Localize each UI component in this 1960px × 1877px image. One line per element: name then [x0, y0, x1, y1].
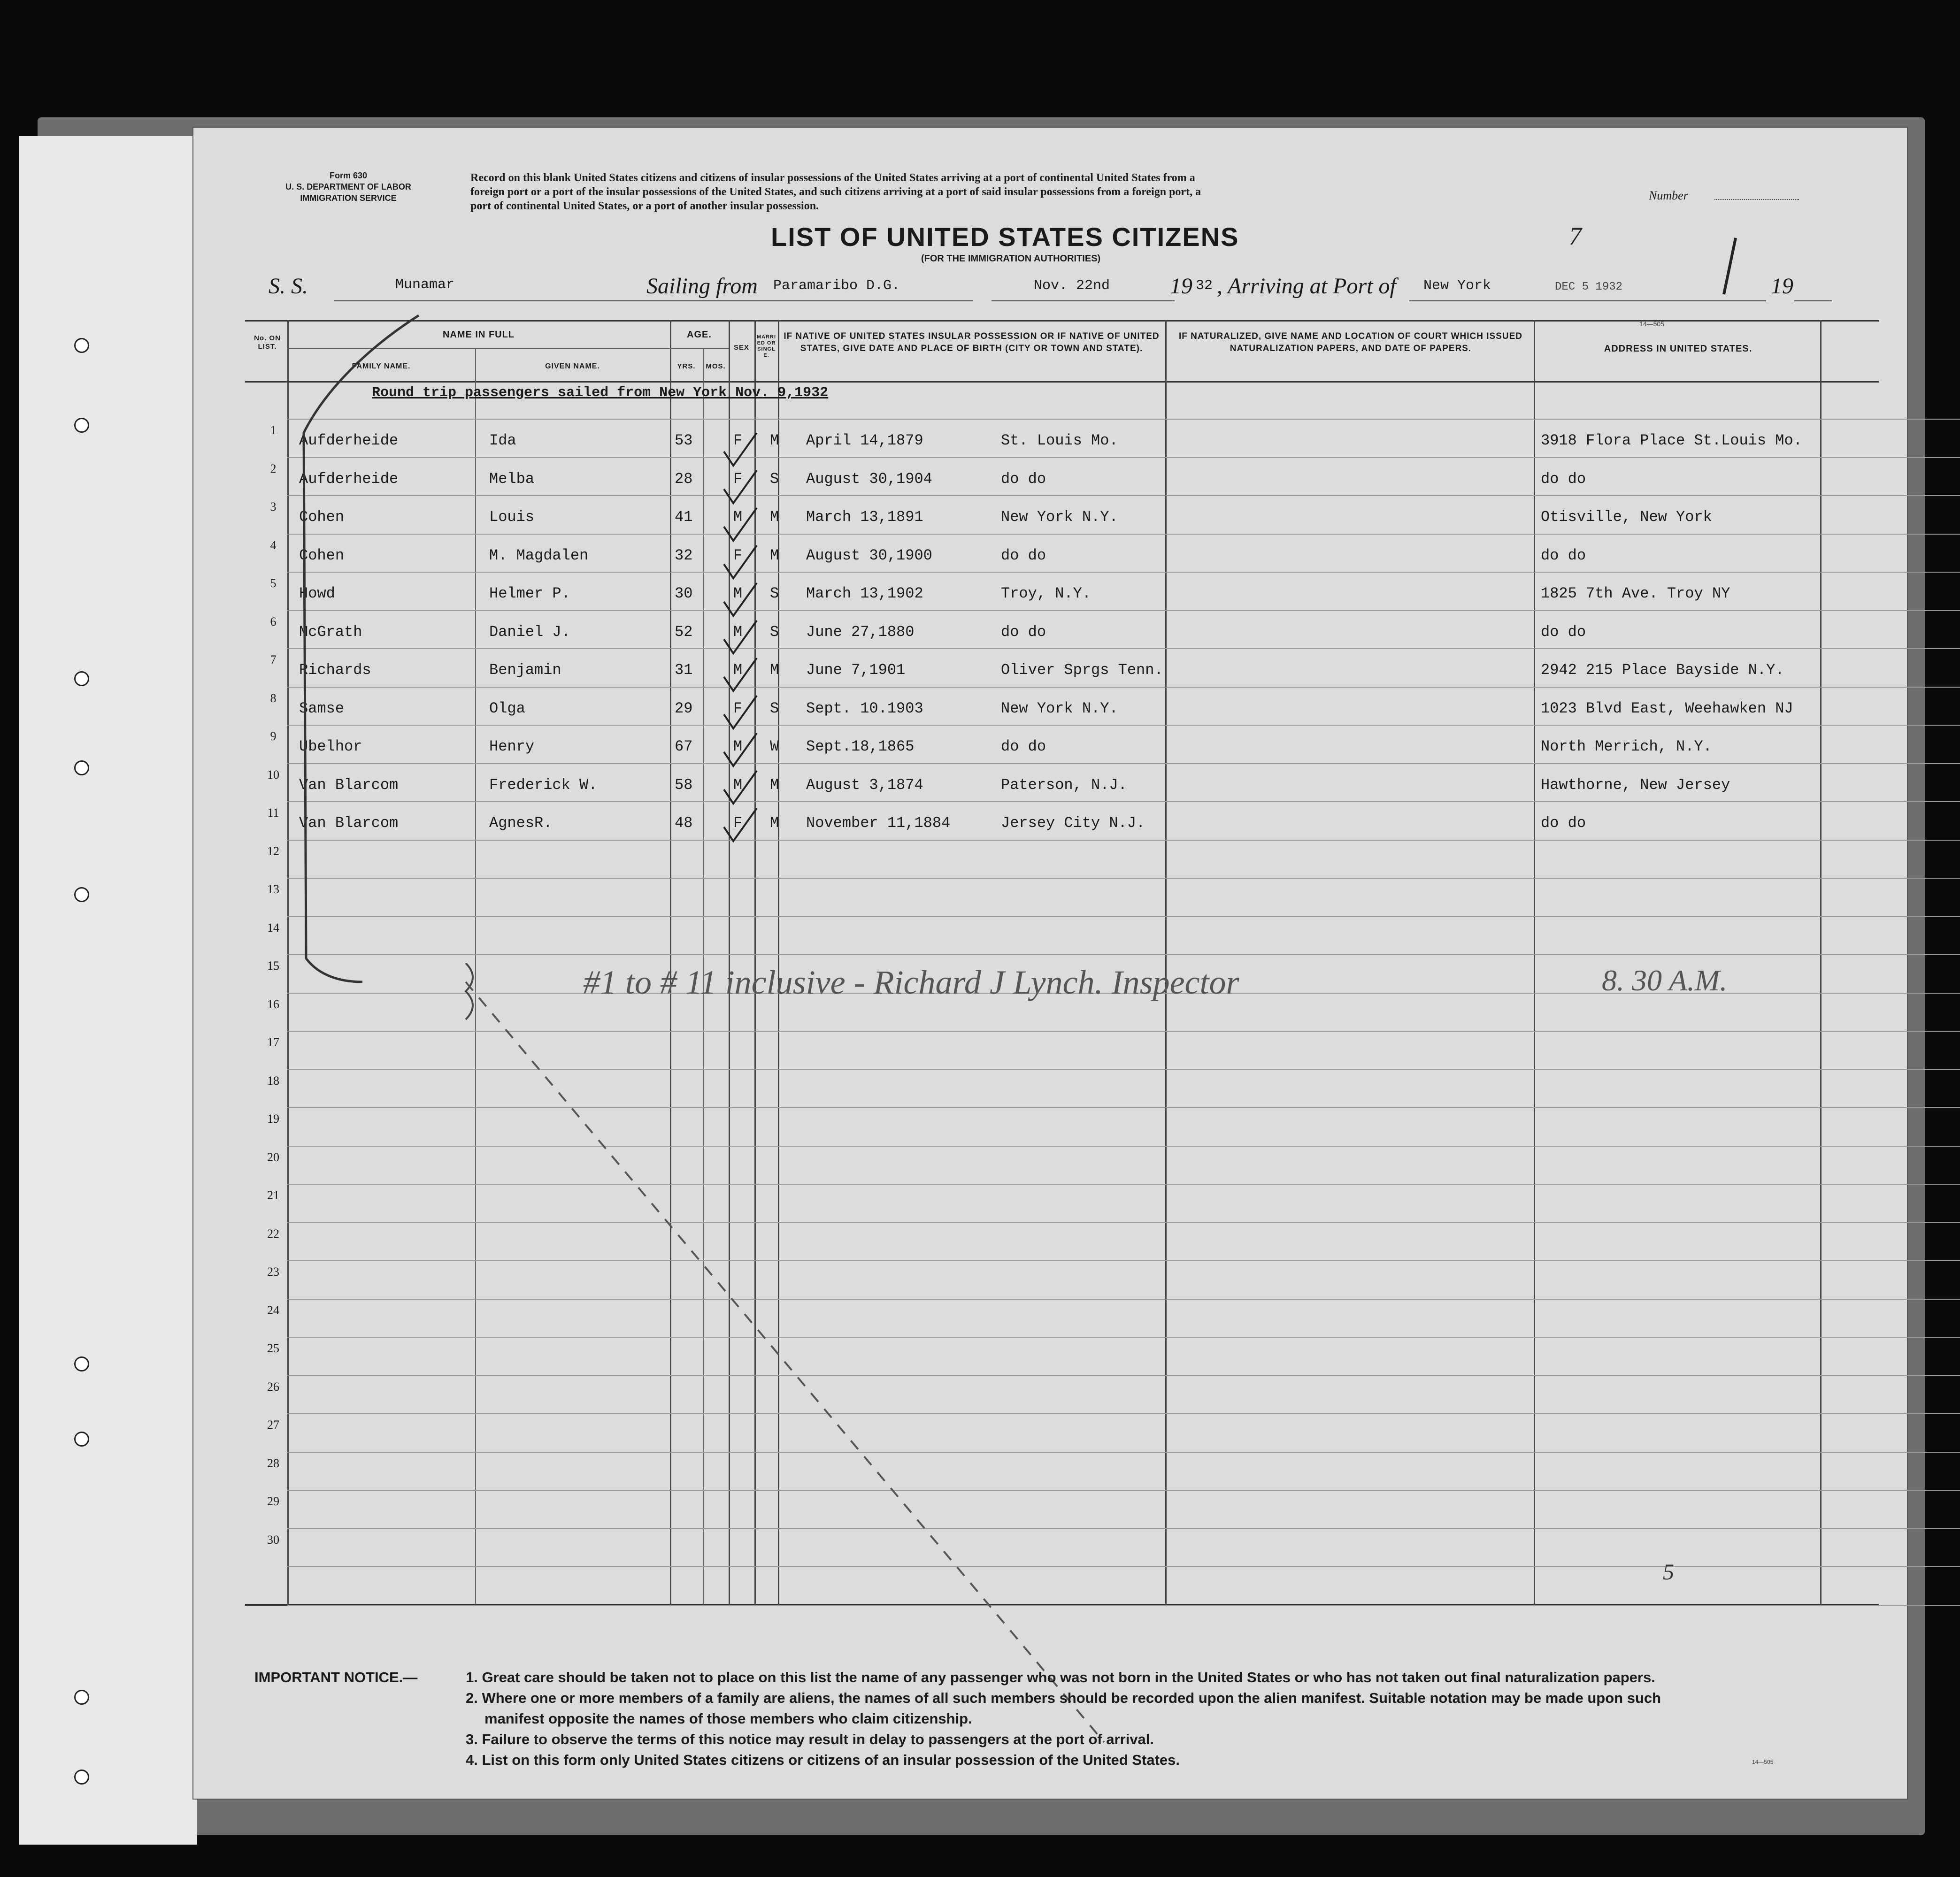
- cell-given: Helmer P.: [489, 585, 570, 602]
- sailing-year: 32: [1196, 278, 1213, 294]
- manifest-sheet: [192, 127, 1908, 1800]
- inspector-note: #1 to # 11 inclusive - Richard J Lynch. Inspector: [583, 964, 1239, 1001]
- instruction-line: Record on this blank United States citizens and citizens of insular possessions of the United States arriving at a port of continental United States from a: [470, 172, 1195, 184]
- page-mark: 7: [1569, 222, 1582, 250]
- header-married: MARRIED OR SINGLE.: [756, 334, 776, 358]
- header-name-in-full: NAME IN FULL: [442, 329, 515, 340]
- sailing-label: Sailing from: [646, 274, 758, 299]
- cell-given: Henry: [489, 738, 535, 755]
- form-id-block: [254, 170, 442, 204]
- number-blank: [1714, 199, 1799, 200]
- ship-name: Munamar: [395, 277, 455, 293]
- date-underline: [992, 300, 1175, 301]
- row-number: 27: [267, 1418, 279, 1432]
- cell-birth-date: June 27,1880: [806, 623, 915, 641]
- cell-no: 10: [267, 767, 279, 781]
- punch-hole: [74, 1356, 89, 1371]
- port-underline: [1409, 300, 1766, 301]
- cell-no: 9: [270, 729, 277, 743]
- punch-hole: [74, 1690, 89, 1705]
- cell-family: Cohen: [299, 508, 345, 526]
- cell-address: 2942 215 Place Bayside N.Y.: [1541, 661, 1784, 679]
- notice-item-1: 1. Great care should be taken not to place on this list the name of any passenger who was not born in the United States or who has not taken out final naturalization papers.: [466, 1669, 1655, 1685]
- cell-sex: M: [733, 508, 743, 526]
- cell-address: North Merrich, N.Y.: [1541, 738, 1712, 755]
- cell-birth-place: Troy, N.Y.: [1001, 585, 1091, 602]
- cell-yrs: 32: [675, 546, 693, 564]
- header-age: AGE.: [687, 329, 712, 340]
- row-number: 28: [267, 1456, 279, 1470]
- cell-address: do do: [1541, 470, 1586, 488]
- row-number: 25: [267, 1341, 279, 1355]
- cell-birth-date: Sept. 10.1903: [806, 699, 923, 717]
- cell-yrs: 28: [675, 470, 693, 488]
- cell-birth-place: Jersey City N.J.: [1001, 814, 1145, 832]
- cell-birth-place: do do: [1001, 623, 1046, 641]
- cell-family: Van Blarcom: [299, 814, 399, 832]
- cell-address: do do: [1541, 623, 1586, 641]
- cell-ms: M: [770, 776, 779, 794]
- row-number: 15: [267, 959, 279, 973]
- cell-yrs: 31: [675, 661, 693, 679]
- cell-sex: M: [733, 623, 743, 641]
- cell-sex: M: [733, 585, 743, 602]
- row-number: 20: [267, 1150, 279, 1164]
- header-mos: MOS.: [706, 362, 726, 370]
- cell-ms: M: [770, 661, 779, 679]
- cell-family: Howd: [299, 585, 335, 602]
- punch-hole: [74, 1770, 89, 1785]
- header-yrs: YRS.: [677, 362, 696, 370]
- cell-address: 1825 7th Ave. Troy NY: [1541, 585, 1730, 602]
- cell-given: M. Magdalen: [489, 546, 589, 564]
- notice-item-4: 4. List on this form only United States citizens or citizens of an insular possession of the United States.: [466, 1752, 1180, 1768]
- col-divider: [1534, 320, 1535, 1604]
- page-title: LIST OF UNITED STATES CITIZENS: [771, 222, 1239, 252]
- row-rule: [287, 457, 1960, 458]
- cell-family: Van Blarcom: [299, 776, 399, 794]
- row-rule: [287, 610, 1960, 611]
- cell-no: 2: [270, 461, 277, 475]
- row-rule: [287, 725, 1960, 726]
- row-rule: [287, 878, 1960, 879]
- row-number: 18: [267, 1073, 279, 1088]
- cell-given: Ida: [489, 432, 516, 449]
- cell-given: Frederick W.: [489, 776, 598, 794]
- punch-hole: [74, 760, 89, 775]
- cell-address: do do: [1541, 546, 1586, 564]
- cell-given: Melba: [489, 470, 535, 488]
- cell-family: McGrath: [299, 623, 362, 641]
- cell-ms: S: [770, 470, 779, 488]
- form-department: U. S. DEPARTMENT OF LABOR: [285, 182, 411, 192]
- cell-address: 3918 Flora Place St.Louis Mo.: [1541, 432, 1802, 449]
- row-number: 16: [267, 997, 279, 1011]
- punch-hole: [74, 338, 89, 353]
- cell-yrs: 67: [675, 738, 693, 755]
- cell-given: Louis: [489, 508, 535, 526]
- row-number: 17: [267, 1035, 279, 1049]
- sailing-from: Paramaribo D.G.: [773, 278, 900, 294]
- row-rule: [287, 801, 1960, 802]
- cell-birth-place: St. Louis Mo.: [1001, 432, 1118, 449]
- cell-given: Benjamin: [489, 661, 561, 679]
- ss-label: S. S.: [269, 274, 308, 299]
- row-number: 29: [267, 1494, 279, 1508]
- cell-birth-date: August 3,1874: [806, 776, 923, 794]
- punch-hole: [74, 671, 89, 686]
- row-rule: [287, 495, 1960, 496]
- checkmarks: [715, 433, 785, 973]
- cell-birth-date: August 30,1904: [806, 470, 932, 488]
- cell-no: 11: [267, 806, 279, 820]
- row-number: 13: [267, 882, 279, 896]
- notice-item-2-cont: manifest opposite the names of those members who claim citizenship.: [484, 1710, 972, 1727]
- arriving-label: , Arriving at Port of: [1217, 274, 1396, 299]
- cell-family: Aufderheide: [299, 432, 399, 449]
- header-bottom-line: [245, 381, 1879, 383]
- header-given: GIVEN NAME.: [545, 362, 600, 370]
- from-underline: [771, 300, 973, 301]
- voyage-line: [193, 273, 1907, 306]
- cell-address: Otisville, New York: [1541, 508, 1712, 526]
- cell-birth-date: June 7,1901: [806, 661, 906, 679]
- cell-address: do do: [1541, 814, 1586, 832]
- cell-sex: F: [733, 432, 743, 449]
- cell-yrs: 52: [675, 623, 693, 641]
- arrival-port: New York: [1423, 278, 1491, 294]
- row-rule: [287, 419, 1960, 420]
- header-address: ADDRESS IN UNITED STATES.: [1604, 344, 1752, 354]
- notice-item-2: 2. Where one or more members of a family are aliens, the names of all such members should be recorded upon the alien manifest. Suitable notation may be made upon such: [466, 1690, 1661, 1706]
- wavy-cancel-line: [456, 963, 1348, 1761]
- header-native: IF NATIVE OF UNITED STATES INSULAR POSSESSION OR IF NATIVE OF UNITED STATES, GIVE DATE AND PLACE OF BIRTH (CITY OR TOWN AND STATE).: [784, 331, 1160, 353]
- cell-birth-place: New York N.Y.: [1001, 699, 1118, 717]
- cell-ms: M: [770, 432, 779, 449]
- cell-no: 4: [270, 538, 277, 552]
- arrival-year: 19: [1771, 274, 1793, 299]
- cell-sex: M: [733, 738, 743, 755]
- cell-birth-date: April 14,1879: [806, 432, 923, 449]
- cell-birth-date: November 11,1884: [806, 814, 951, 832]
- binding-strip: [19, 136, 197, 1845]
- cell-no: 6: [270, 614, 277, 628]
- col-divider: [1820, 320, 1822, 1604]
- cell-sex: F: [733, 470, 743, 488]
- row-number: 19: [267, 1112, 279, 1126]
- cell-yrs: 48: [675, 814, 693, 832]
- cell-address: Hawthorne, New Jersey: [1541, 776, 1730, 794]
- cell-yrs: 29: [675, 699, 693, 717]
- cell-sex: M: [733, 661, 743, 679]
- row-number: 12: [267, 844, 279, 858]
- header-family: FAMILY NAME.: [352, 362, 411, 370]
- row-rule: [287, 534, 1960, 535]
- cell-no: 1: [270, 423, 277, 437]
- cell-no: 7: [270, 653, 277, 667]
- row-number: 23: [267, 1265, 279, 1279]
- cell-ms: M: [770, 546, 779, 564]
- cell-birth-place: do do: [1001, 546, 1046, 564]
- cell-ms: S: [770, 585, 779, 602]
- cell-sex: F: [733, 814, 743, 832]
- cell-family: Ubelhor: [299, 738, 362, 755]
- cell-sex: M: [733, 776, 743, 794]
- bracket-mark: [250, 311, 447, 987]
- cell-birth-place: do do: [1001, 470, 1046, 488]
- cell-birth-date: March 13,1902: [806, 585, 923, 602]
- number-label: Number: [1649, 189, 1688, 202]
- table-top-line: [245, 320, 1879, 322]
- cell-family: Samse: [299, 699, 345, 717]
- round-trip-note: Round trip passengers sailed from New York Nov. 9,1932: [372, 385, 829, 401]
- row-number: 14: [267, 920, 279, 935]
- cell-given: Daniel J.: [489, 623, 570, 641]
- cell-sex: F: [733, 546, 743, 564]
- cell-no: 8: [270, 691, 277, 705]
- cell-yrs: 30: [675, 585, 693, 602]
- cell-yrs: 41: [675, 508, 693, 526]
- cell-family: Aufderheide: [299, 470, 399, 488]
- cell-yrs: 58: [675, 776, 693, 794]
- instruction-line: port of continental United States, or a port of another insular possession.: [470, 200, 819, 212]
- row-rule: [287, 687, 1960, 688]
- row-rule: [287, 916, 1960, 917]
- cell-birth-date: August 30,1900: [806, 546, 932, 564]
- header-naturalized: IF NATURALIZED, GIVE NAME AND LOCATION OF COURT WHICH ISSUED NATURALIZATION PAPERS, AND DATE OF PAPERS.: [1178, 331, 1522, 353]
- page-subtitle: (FOR THE IMMIGRATION AUTHORITIES): [921, 253, 1101, 264]
- cell-birth-place: do do: [1001, 738, 1046, 755]
- instruction-line: foreign port or a port of the insular possessions of the United States, and such citizens arriving at a port of said insular possessions from a foreign port, a: [470, 186, 1201, 198]
- cell-ms: W: [770, 738, 779, 755]
- cell-birth-date: March 13,1891: [806, 508, 923, 526]
- header-sex: SEX: [733, 344, 749, 352]
- ship-underline: [334, 300, 776, 301]
- cell-ms: M: [770, 814, 779, 832]
- cell-sex: F: [733, 699, 743, 717]
- cell-no: 5: [270, 576, 277, 590]
- print-code-top: 14—505: [1639, 320, 1664, 328]
- sailing-date: Nov. 22nd: [1034, 278, 1110, 294]
- cell-ms: S: [770, 699, 779, 717]
- notice-label: IMPORTANT NOTICE.—: [254, 1669, 418, 1685]
- punch-hole: [74, 1432, 89, 1447]
- age-subheader-line: [670, 348, 729, 349]
- cell-birth-place: New York N.Y.: [1001, 508, 1118, 526]
- row-number: 26: [267, 1379, 279, 1394]
- row-rule: [287, 954, 1960, 955]
- punch-hole: [74, 418, 89, 433]
- row-rule: [287, 840, 1960, 841]
- cell-yrs: 53: [675, 432, 693, 449]
- cell-birth-place: Paterson, N.J.: [1001, 776, 1127, 794]
- corner-number: 5: [1663, 1560, 1674, 1585]
- year-prefix: 19: [1170, 274, 1192, 299]
- row-number: 24: [267, 1303, 279, 1317]
- cell-birth-date: Sept.18,1865: [806, 738, 915, 755]
- row-rule: [287, 572, 1960, 573]
- header-no: No. ON LIST.: [254, 334, 281, 351]
- arrival-stamp: DEC 5 1932: [1555, 281, 1623, 293]
- cell-ms: S: [770, 623, 779, 641]
- notice-item-3: 3. Failure to observe the terms of this notice may result in delay to passengers at the port of arrival.: [466, 1731, 1154, 1747]
- cell-ms: M: [770, 508, 779, 526]
- row-number: 22: [267, 1226, 279, 1241]
- cell-no: 3: [270, 500, 277, 513]
- cell-given: AgnesR.: [489, 814, 553, 832]
- cell-family: Cohen: [299, 546, 345, 564]
- form-service: IMMIGRATION SERVICE: [300, 193, 397, 203]
- row-rule: [287, 763, 1960, 764]
- cell-given: Olga: [489, 699, 525, 717]
- arrival-year-underline: [1794, 300, 1832, 301]
- punch-hole: [74, 887, 89, 902]
- cell-birth-place: Oliver Sprgs Tenn.: [1001, 661, 1163, 679]
- row-rule: [287, 648, 1960, 649]
- print-code-bottom: 14—505: [1752, 1759, 1774, 1765]
- cell-family: Richards: [299, 661, 371, 679]
- form-number: Form 630: [329, 171, 368, 180]
- row-number: 21: [267, 1188, 279, 1202]
- inspector-time: 8. 30 A.M.: [1602, 964, 1728, 997]
- instructions: [470, 171, 1785, 213]
- cell-address: 1023 Blvd East, Weehawken NJ: [1541, 699, 1793, 717]
- row-number: 30: [267, 1532, 279, 1547]
